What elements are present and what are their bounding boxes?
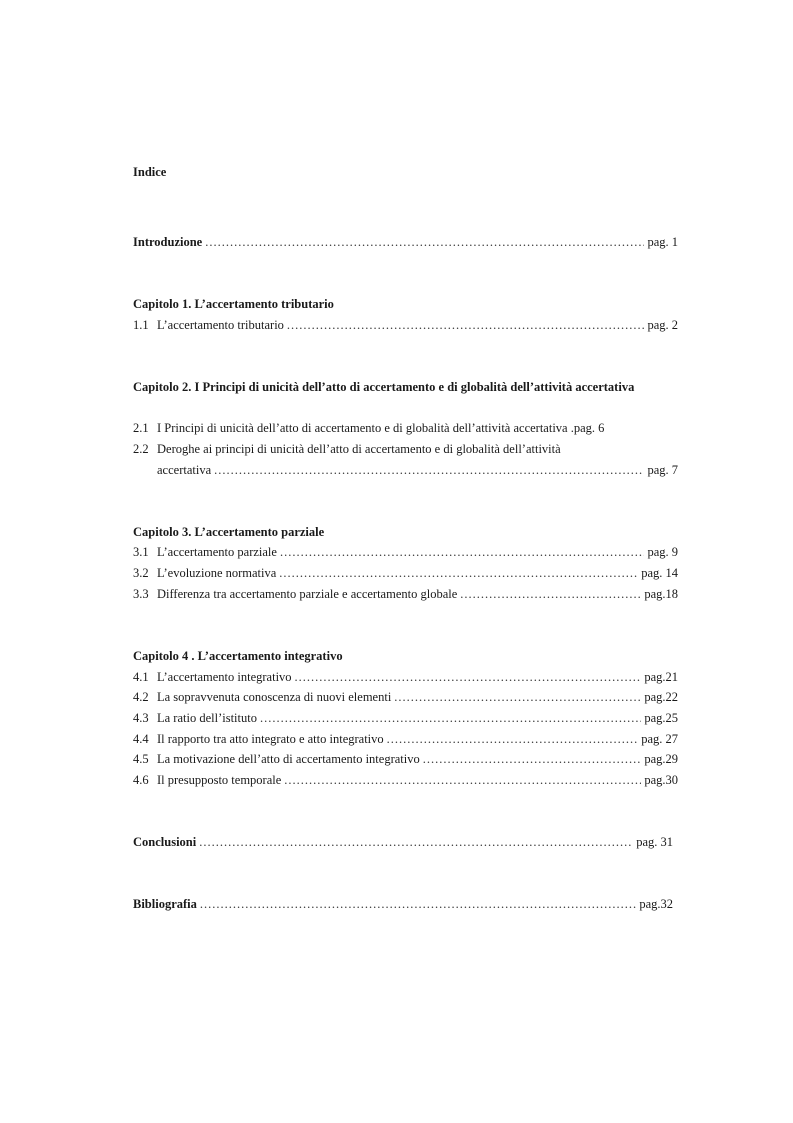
toc-entry-1-1 (133, 318, 678, 333)
chapter-1-title: Capitolo 1. L’accertamento tributario (133, 297, 334, 311)
dot-leader (284, 773, 641, 788)
entry-page: pag. 7 (647, 463, 678, 477)
entry-label: 4.3 La ratio dell’istituto (133, 711, 257, 725)
entry-label: accertativa (157, 463, 212, 477)
entry-label: 4.1 L’accertamento integrativo (133, 670, 292, 684)
entry-page: pag.30 (644, 773, 678, 787)
toc-entry-2-2-continuation (157, 463, 678, 478)
entry-label: Introduzione (133, 235, 203, 249)
entry-label: 3.2 L’evoluzione normativa (133, 566, 277, 580)
entry-page: pag.18 (644, 587, 678, 601)
dot-leader (279, 566, 638, 581)
toc-entry-4-5 (133, 752, 678, 767)
chapter-3-title: Capitolo 3. L’accertamento parziale (133, 525, 325, 539)
dot-leader (423, 752, 642, 767)
toc-entry-bibliografia (133, 897, 673, 912)
entry-label: 4.5 La motivazione dell’atto di accertamento integrativo (133, 752, 420, 766)
toc-entry-2-2 (133, 442, 561, 457)
chapter-4-title: Capitolo 4 . L’accertamento integrativo (133, 649, 343, 663)
dot-leader (214, 463, 644, 478)
dot-leader (260, 711, 641, 726)
entry-number: 2.1 (133, 421, 149, 435)
entry-label: 4.6 Il presupposto temporale (133, 773, 282, 787)
toc-entry-3-3 (133, 587, 678, 602)
toc-entry-2-1 (133, 421, 604, 436)
toc-entry-4-4 (133, 732, 678, 747)
toc-entry-introduzione (133, 235, 678, 250)
toc-entry-4-2 (133, 690, 678, 705)
entry-label: Bibliografia (133, 897, 197, 911)
dot-leader (287, 318, 645, 333)
entry-label: 4.2 La sopravvenuta conoscenza di nuovi elementi (133, 690, 392, 704)
dot-leader (295, 670, 642, 685)
toc-entry-conclusioni (133, 835, 673, 850)
entry-label: 1.1 L’accertamento tributario (133, 318, 284, 332)
entry-page: pag. 14 (641, 566, 678, 580)
toc-entry-4-6 (133, 773, 678, 788)
toc-entry-3-1 (133, 545, 678, 560)
entry-page: pag. 31 (636, 835, 673, 849)
entry-page: pag.25 (644, 711, 678, 725)
entry-page: pag. 1 (647, 235, 678, 249)
entry-page: pag. 27 (641, 732, 678, 746)
entry-page: pag.21 (644, 670, 678, 684)
entry-label: Conclusioni (133, 835, 197, 849)
toc-entry-3-2 (133, 566, 678, 581)
dot-leader (280, 545, 644, 560)
entry-label: 4.4 Il rapporto tra atto integrato e atto integrativo (133, 732, 384, 746)
dot-leader (387, 732, 639, 747)
dot-leader (200, 897, 636, 912)
toc-entry-4-3 (133, 711, 678, 726)
entry-number: 2.2 (133, 442, 149, 456)
entry-label: Deroghe ai principi di unicità dell’atto di accertamento e di globalità dell’attività (157, 442, 561, 456)
chapter-2-title: Capitolo 2. I Principi di unicità dell’atto di accertamento e di globalità dell’attività accertativa (133, 380, 635, 394)
page-title: Indice (133, 165, 167, 179)
dot-leader (199, 835, 633, 850)
entry-label: I Principi di unicità dell’atto di accertamento e di globalità dell’attività accertativa .pag. 6 (157, 421, 605, 435)
toc-entry-4-1 (133, 670, 678, 685)
entry-page: pag.32 (639, 897, 673, 911)
dot-leader (205, 235, 644, 250)
entry-page: pag. 2 (647, 318, 678, 332)
entry-label: 3.3 Differenza tra accertamento parziale e accertamento globale (133, 587, 458, 601)
entry-page: pag.29 (644, 752, 678, 766)
entry-label: 3.1 L’accertamento parziale (133, 545, 277, 559)
dot-leader (394, 690, 641, 705)
dot-leader (460, 587, 641, 602)
entry-page: pag. 9 (647, 545, 678, 559)
entry-page: pag.22 (644, 690, 678, 704)
